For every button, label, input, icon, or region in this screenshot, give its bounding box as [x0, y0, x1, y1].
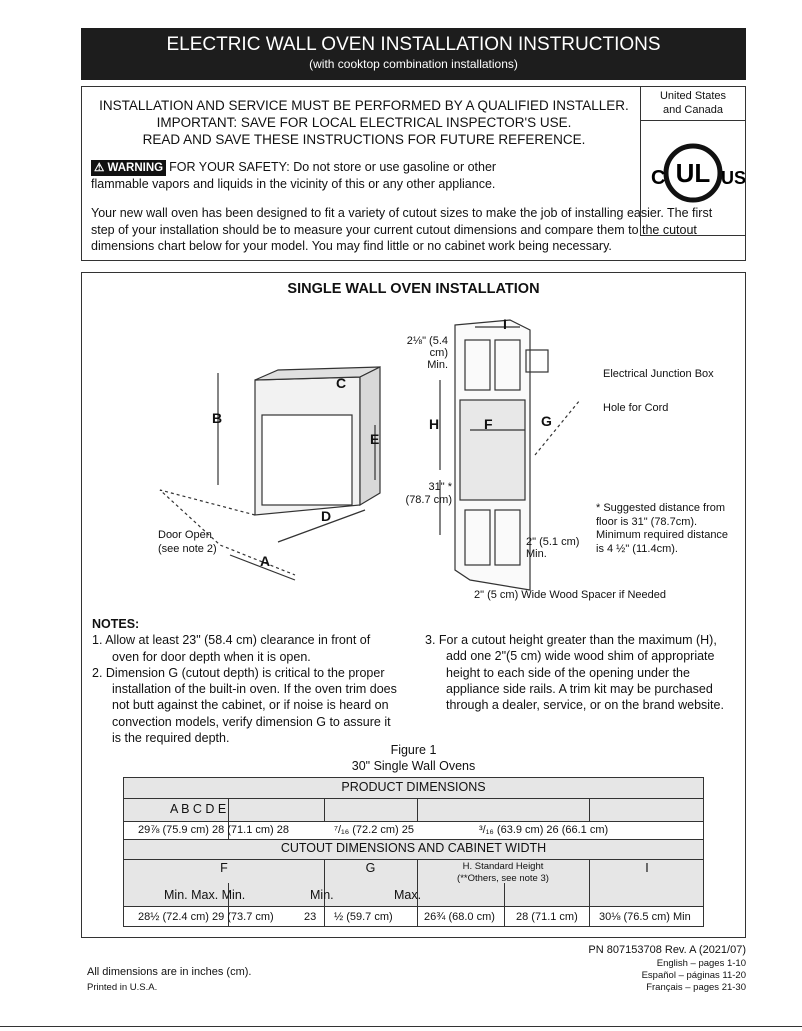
- note-line: 2. Dimension G (cutout depth) is critical to the proper: [92, 665, 385, 680]
- intro-line: INSTALLATION AND SERVICE MUST BE PERFORMED BY A QUALIFIED INSTALLER.: [99, 98, 629, 113]
- note-line: through a dealer, service, or on the brand website.: [446, 698, 724, 713]
- product-cell: ⁷/₁₆ (72.2 cm) 25: [334, 824, 414, 836]
- top-clearance-label: 2⅛" (5.4 cm) Min.: [406, 335, 448, 371]
- note-line: add one 2"(5 cm) wide wood shim of appropriate: [446, 649, 715, 664]
- min-2in-label: 2" (5.1 cm) Min.: [526, 536, 580, 560]
- cutout-cell: 28½ (72.4 cm) 29 (73.7 cm): [138, 911, 274, 923]
- document-title: ELECTRIC WALL OVEN INSTALLATION INSTRUCTIONS: [166, 34, 661, 55]
- language-index: English – pages 1-10 Español – páginas 11-20 Français – pages 21-30: [641, 958, 746, 993]
- col-f: F: [220, 861, 228, 875]
- cutout-cell: ½ (59.7 cm): [334, 911, 393, 923]
- dimensions-note: All dimensions are in inches (cm).: [87, 966, 252, 978]
- intro-paragraph: Your new wall oven has been designed to fit a variety of cutout sizes to make the job of installing easier. The first step of your installation should be to measure your current cutout dimensions and compare them to the cutout dimensions chart below for your model. You may find little or no cabinet work being necessary.: [91, 206, 713, 253]
- note-line: installation of the built-in oven. If the oven trim does: [112, 682, 397, 697]
- cutout-cell: 23: [304, 911, 317, 923]
- note-line: appliance side rails. A trim kit may be purchased: [446, 681, 713, 696]
- section-title: SINGLE WALL OVEN INSTALLATION: [287, 281, 540, 297]
- note-line: convection models, verify dimension G to assure it: [112, 714, 391, 729]
- spacer-label: 2" (5 cm) Wide Wood Spacer if Needed: [474, 589, 667, 601]
- dim-label-b: B: [212, 410, 223, 426]
- dim-label-c: C: [336, 375, 347, 391]
- dimensions-table: [123, 777, 704, 927]
- svg-text:C: C: [651, 167, 666, 189]
- note-line: is the required depth.: [112, 731, 230, 746]
- col-g: G: [365, 861, 376, 875]
- svg-text:US: US: [721, 168, 745, 188]
- dim-label-a: A: [260, 553, 271, 569]
- document-subtitle: (with cooktop combination installations): [309, 57, 518, 71]
- cert-region: United States: [659, 90, 727, 102]
- product-cell: ³/₁₆ (63.9 cm) 26 (66.1 cm): [479, 824, 609, 836]
- note-line: height to each side of the opening under the: [446, 665, 690, 680]
- certification-box: [640, 86, 746, 236]
- note-line: oven for door depth when it is open.: [112, 649, 311, 664]
- cutout-cell: 28 (71.1 cm): [516, 911, 578, 923]
- suggested-distance-note: * Suggested distance from floor is 31" (78.7cm). Minimum required distance is 4 ½" (11.4cm).: [596, 502, 729, 555]
- intro-line: READ AND SAVE THESE INSTRUCTIONS FOR FUTURE REFERENCE.: [142, 132, 586, 147]
- door-open-label: Door Open (see note 2): [158, 529, 217, 555]
- part-number: PN 807153708 Rev. A (2021/07): [588, 944, 746, 956]
- height-31-label: 31" * (78.7 cm): [405, 481, 452, 506]
- product-dimensions-header: PRODUCT DIMENSIONS: [341, 780, 486, 794]
- notes-right: [425, 632, 745, 713]
- dim-label-g: G: [541, 413, 552, 429]
- figure-caption: [81, 742, 746, 774]
- ul-logo-icon: [641, 121, 745, 231]
- note-line: 1. Allow at least 23" (58.4 cm) clearance in front of: [92, 633, 371, 648]
- dim-label-f: F: [484, 416, 493, 432]
- notes-left: [92, 616, 412, 746]
- dim-label-h: H: [429, 416, 440, 432]
- product-cell: 29⅞ (75.9 cm) 28 (71.1 cm) 28: [138, 824, 290, 836]
- warning-block: ⚠ WARNING FOR YOUR SAFETY: Do not store or use gasoline or other flammable vapors and liquids in the vicinity of this or any other appliance.: [91, 160, 497, 191]
- intro-line: IMPORTANT: SAVE FOR LOCAL ELECTRICAL INSPECTOR'S USE.: [156, 115, 572, 130]
- note-line: 3. For a cutout height greater than the maximum (H),: [425, 633, 717, 647]
- cutout-header: CUTOUT DIMENSIONS AND CABINET WIDTH: [280, 841, 547, 855]
- dim-label-d: D: [321, 508, 332, 524]
- sub-header: Max.: [394, 888, 422, 902]
- hole-for-cord-label: Hole for Cord: [603, 402, 669, 414]
- dim-label-i: I: [503, 316, 507, 332]
- junction-box-label: Electrical Junction Box: [603, 368, 714, 380]
- cert-region: and Canada: [663, 104, 723, 116]
- product-columns: A B C D E: [170, 802, 227, 816]
- warning-badge: ⚠ WARNING: [91, 160, 166, 176]
- intro-warnings: [84, 97, 644, 148]
- col-h: H. Standard Height (**Others, see note 3): [457, 861, 549, 884]
- figure-label: Figure 1: [390, 743, 437, 757]
- cutout-cell: 30⅛ (76.5 cm) Min: [599, 911, 691, 923]
- svg-text:UL: UL: [675, 158, 711, 188]
- col-i: I: [645, 861, 649, 875]
- printed-in: Printed in U.S.A.: [87, 982, 158, 993]
- sub-header: Min.: [310, 888, 334, 902]
- page-divider: [0, 1026, 802, 1027]
- sub-header: Min. Max. Min.: [164, 888, 246, 902]
- cutout-cell: 26¾ (68.0 cm): [424, 911, 495, 923]
- notes-title: NOTES:: [92, 617, 140, 631]
- dim-label-e: E: [370, 431, 380, 447]
- document-header: [81, 28, 746, 80]
- figure-title: 30" Single Wall Ovens: [351, 759, 476, 773]
- note-line: not butt against the cabinet, or if noise is heard on: [112, 698, 389, 713]
